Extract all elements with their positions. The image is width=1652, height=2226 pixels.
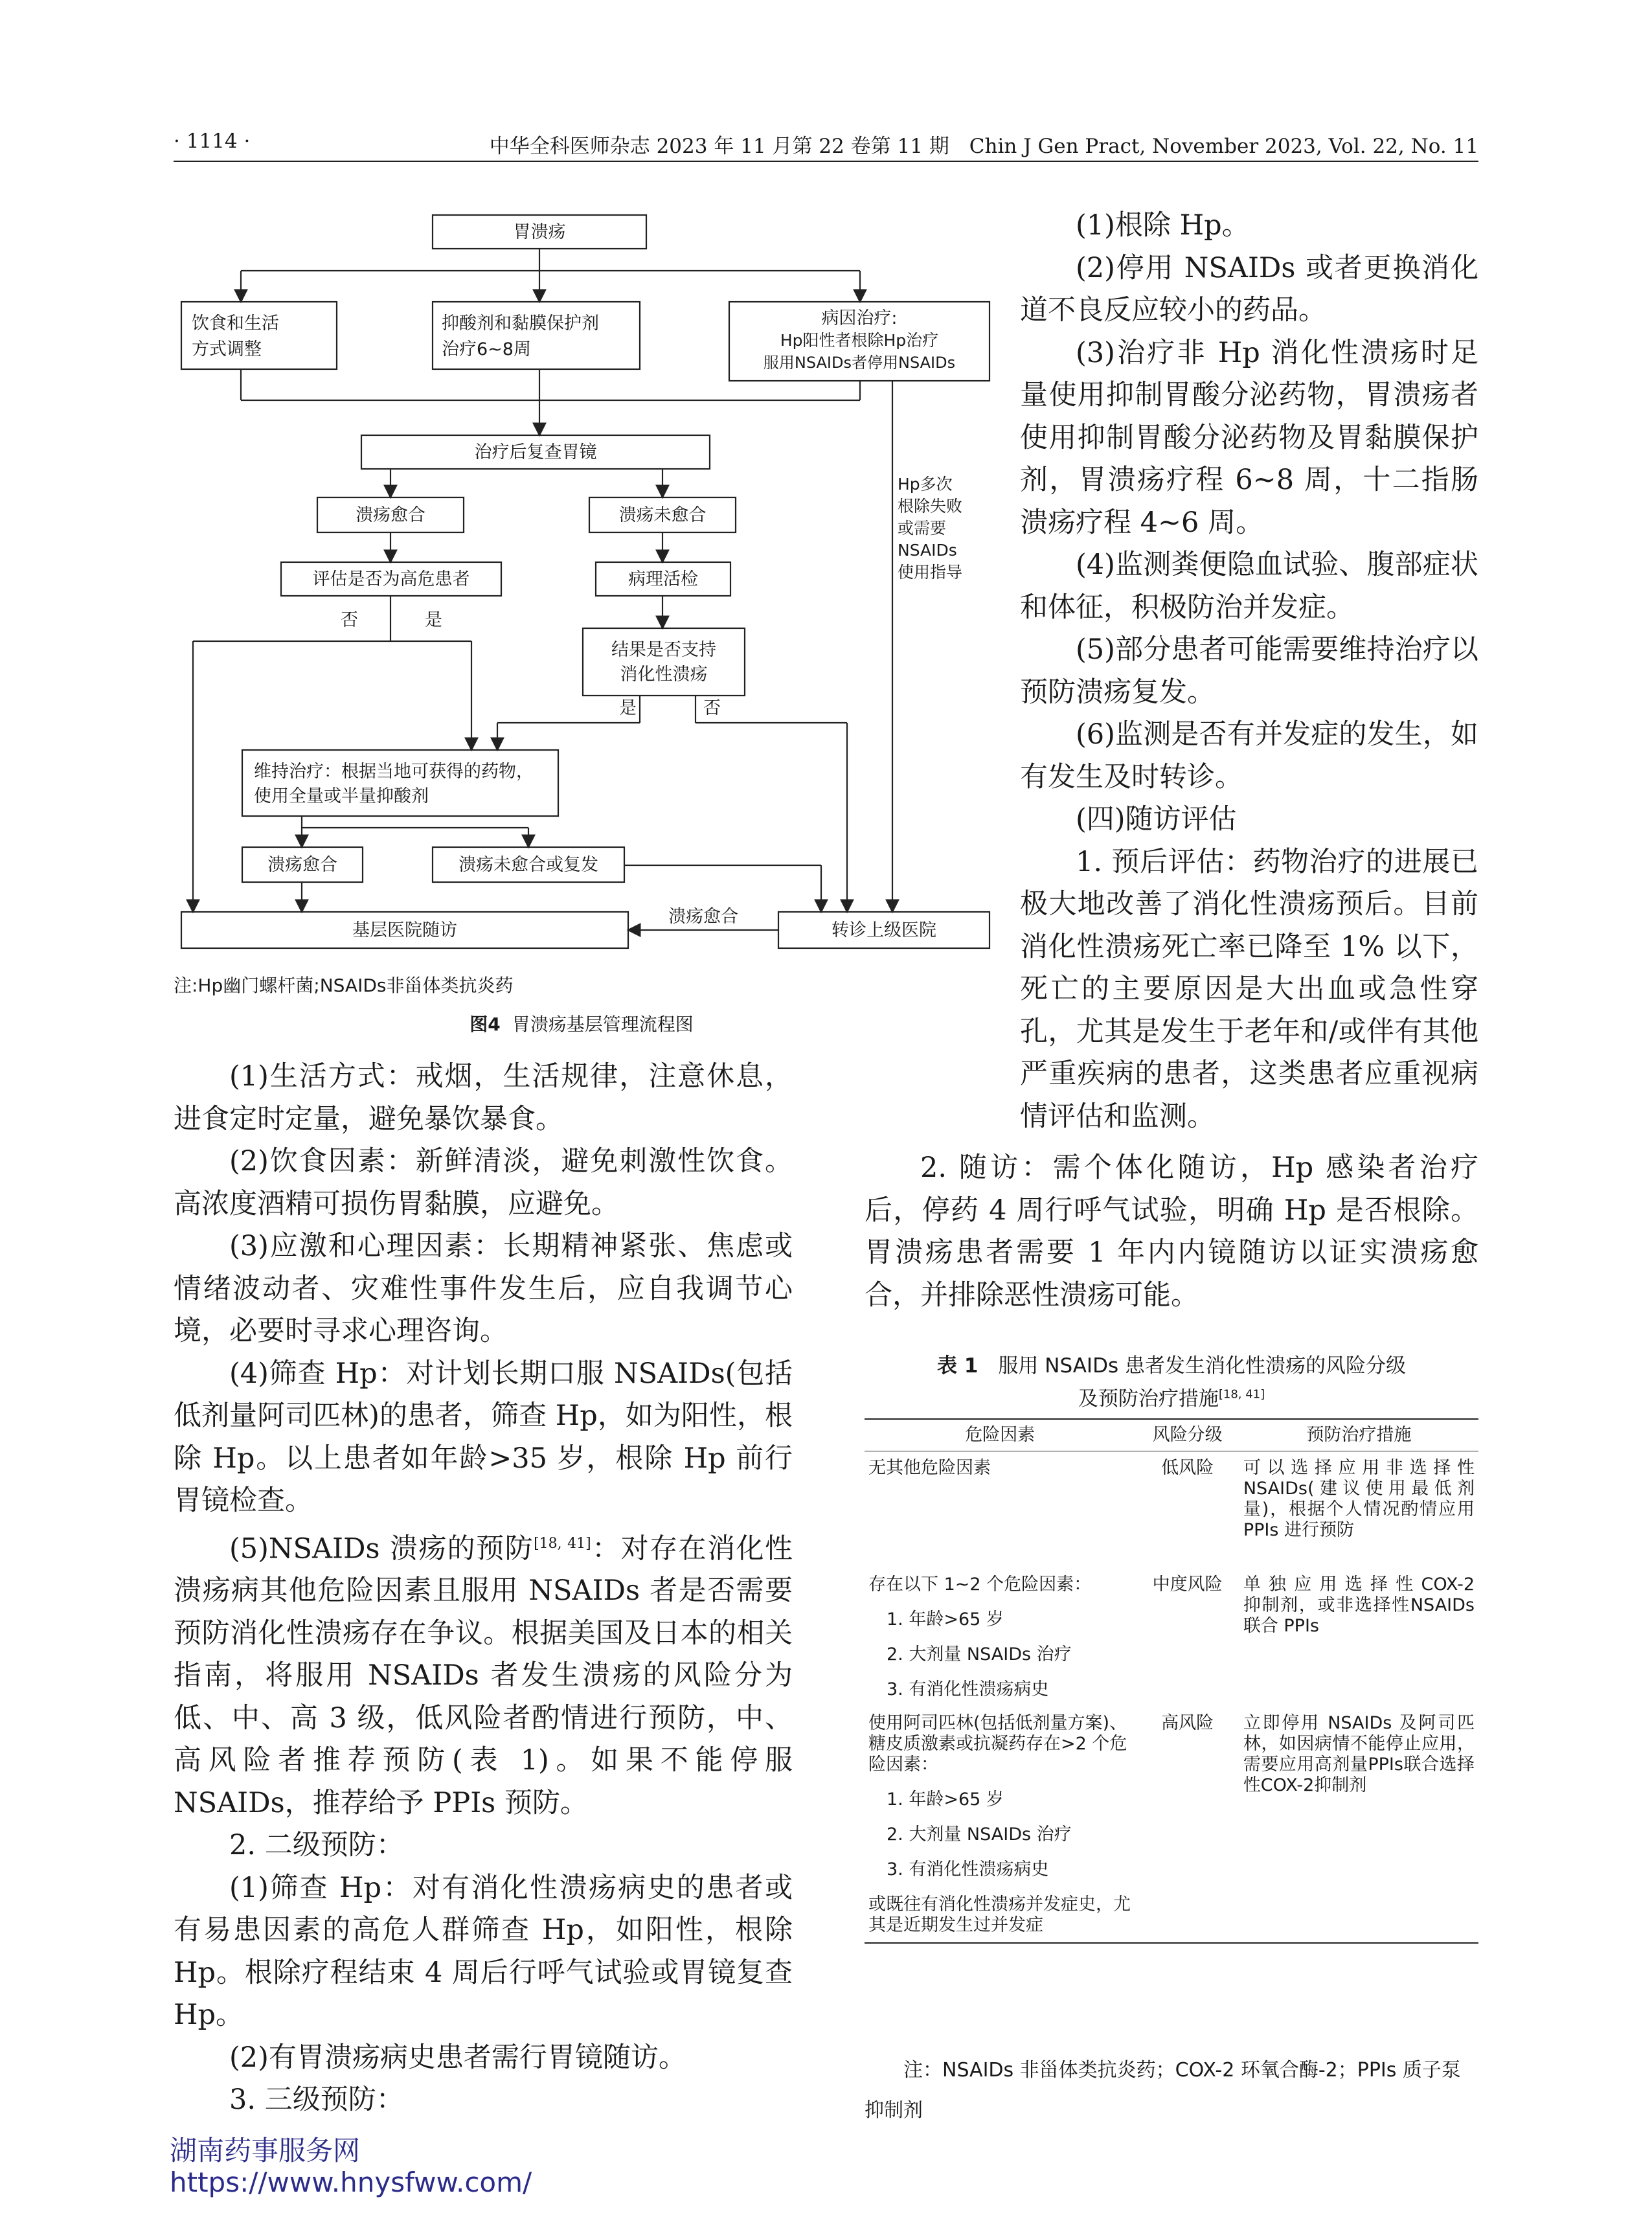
table-caption-text-2: 及预防治疗措施 <box>1078 1387 1219 1411</box>
citation: [18, 41] <box>534 1535 591 1552</box>
right-column-bottom <box>865 1147 1478 1317</box>
flow-maintenance-2: 使用全量或半量抑酸剂 <box>254 786 429 806</box>
flow-biopsy: 病理活检 <box>628 569 698 589</box>
section-heading: (四)随访评估 <box>1076 803 1237 835</box>
watermark-url[interactable]: https://www.hnysfww.com/ <box>170 2166 532 2198</box>
figure-caption <box>174 1010 990 1036</box>
table-cell: 低风险 <box>1161 1458 1214 1478</box>
box-support <box>583 628 745 696</box>
risk-factor-lead: 使用阿司匹林(包括低剂量方案)、糖皮质激素或抗凝药存在>2 个危险因素： <box>868 1712 1127 1775</box>
paragraph: (5)部分患者可能需要维持治疗以预防溃疡复发。 <box>1020 633 1478 709</box>
flow-primary-followup: 基层医院随访 <box>352 920 457 940</box>
risk-table <box>865 1418 1478 1944</box>
flow-healed2: 溃疡愈合 <box>267 855 337 875</box>
flow-referral: 转诊上级医院 <box>832 920 936 940</box>
paragraph: (3)治疗非 Hp 消化性溃疡时足量使用抑制胃酸分泌药物，胃溃疡者使用抑制胃酸分泌药物及胃黏膜保护剂，胃溃疡疗程 6~8 周，十二指肠溃疡疗程 4~6 周。 <box>1020 336 1478 539</box>
ulcer-management-flowchart <box>174 206 996 964</box>
paragraph: (1)筛查 Hp：对有消化性溃疡病史的患者或有易患因素的高危人群筛查 Hp，如阳性，根除 Hp。根除疗程结束 4 周后行呼气试验或胃镜复查 Hp。 <box>174 1871 793 2032</box>
flow-support-2: 消化性溃疡 <box>620 664 708 685</box>
table-caption-line1 <box>865 1349 1478 1378</box>
flow-support-no: 否 <box>703 698 721 718</box>
flow-relapse: 溃疡未愈合或复发 <box>458 855 598 875</box>
table-cell <box>865 1568 1135 1707</box>
risk-factor-item: 2. 大剂量 NSAIDs 治疗 <box>887 1644 1072 1664</box>
journal-header: 中华全科医师杂志 2023 年 11 月第 22 卷第 11 期 Chin J Gen Pract, November 2023, Vol. 22, No. 11 <box>489 135 1478 158</box>
flow-assess-yes: 是 <box>425 610 442 630</box>
flow-hp-guidance-1: Hp多次 <box>898 475 953 494</box>
table-row <box>865 1451 1478 1568</box>
risk-factor-item: 3. 有消化性溃疡病史 <box>887 1859 1049 1880</box>
table-row <box>865 1568 1478 1707</box>
figure-note: 注:Hp幽门螺杆菌;NSAIDs非甾体类抗炎药 <box>174 975 514 996</box>
risk-factor-item: 2. 大剂量 NSAIDs 治疗 <box>887 1824 1072 1845</box>
flow-recheck: 治疗后复查胃镜 <box>474 442 597 462</box>
table-label: 表 1 <box>937 1354 979 1378</box>
table-cell: 立即停用 NSAIDs 及阿司匹林，如因病情不能停止应用，需要应用高剂量PPIs联合选择性COX-2抑制剂 <box>1239 1707 1478 1943</box>
paragraph <box>174 1523 793 1825</box>
paragraph: (2)停用 NSAIDs 或者更换消化道不良反应较小的药品。 <box>1020 251 1478 326</box>
table-cell: 无其他危险因素 <box>868 1458 991 1478</box>
flow-not-healed: 溃疡未愈合 <box>618 505 707 525</box>
section-heading: 3. 三级预防： <box>229 2084 404 2117</box>
flow-maintenance-1: 维持治疗：根据当地可获得的药物， <box>254 762 534 782</box>
flow-acid-1: 抑酸剂和黏膜保护剂 <box>442 313 599 334</box>
flow-hp-guidance-3: 或需要 <box>898 519 947 538</box>
flow-cause-1: 病因治疗: <box>821 308 898 328</box>
watermark-site-name: 湖南药事服务网 <box>170 2135 361 2166</box>
figure-label: 图4 <box>470 1014 501 1035</box>
paragraph: 2. 随访：需个体化随访，Hp 感染者治疗后，停药 4 周行呼气试验，明确 Hp 是否根除。胃溃疡患者需要 1 年内内镜随访以证实溃疡愈合，并排除恶性溃疡可能。 <box>865 1152 1478 1312</box>
flow-cause-2: Hp阳性者根除Hp治疗 <box>780 331 939 350</box>
risk-factor-extra: 或既往有消化性溃疡并发症史，尤其是近期发生过并发症 <box>868 1894 1131 1935</box>
figure-caption-text: 胃溃疡基层管理流程图 <box>512 1014 694 1035</box>
flow-hp-guidance-5: 使用指导 <box>898 563 963 582</box>
risk-factor-item: 1. 年龄>65 岁 <box>887 1609 1004 1630</box>
table-note: 注：NSAIDs 非甾体类抗炎药；COX-2 环氧合酶-2；PPIs 质子泵抑制剂 <box>865 2059 1461 2122</box>
right-column-top <box>1020 205 1478 1138</box>
flow-assess: 评估是否为高危患者 <box>312 569 470 589</box>
table-cell: 单 独 应 用 选 择 性 COX-2 抑制剂，或非选择性NSAIDs联合 PPIs <box>1243 1574 1475 1636</box>
risk-factor-lead: 存在以下 1~2 个危险因素： <box>868 1574 1092 1595</box>
paragraph: (2)饮食因素：新鲜清淡，避免刺激性饮食。高浓度酒精可损伤胃黏膜，应避免。 <box>174 1145 793 1220</box>
table-cell <box>865 1707 1135 1943</box>
flow-acid-2: 治疗6~8周 <box>442 339 531 359</box>
header-rule <box>174 161 1478 162</box>
table-header: 危险因素 <box>865 1419 1135 1451</box>
flow-assess-no: 否 <box>341 610 358 630</box>
flow-healed-arrow-label: 溃疡愈合 <box>668 907 738 927</box>
flow-lifestyle-1: 饮食和生活 <box>192 313 279 334</box>
table-caption-text: 服用 NSAIDs 患者发生消化性溃疡的风险分级 <box>998 1354 1406 1378</box>
flow-healed: 溃疡愈合 <box>356 505 425 525</box>
table-cell: 中度风险 <box>1152 1574 1223 1595</box>
flow-root: 胃溃疡 <box>513 222 566 242</box>
paragraph: (1)根除 Hp。 <box>1076 209 1250 242</box>
flow-cause-3: 服用NSAIDs者停用NSAIDs <box>763 354 956 372</box>
table-header-row <box>865 1419 1478 1451</box>
nsaids-prevention-lead: (5)NSAIDs 溃疡的预防 <box>229 1532 534 1565</box>
citation: [18, 41] <box>1218 1387 1265 1402</box>
risk-factor-item: 1. 年龄>65 岁 <box>887 1789 1004 1810</box>
table-header: 风险分级 <box>1135 1419 1239 1451</box>
left-column <box>174 1056 793 2122</box>
page-number: · 1114 · <box>174 130 251 153</box>
paragraph: (1)生活方式：戒烟，生活规律，注意休息，进食定时定量，避免暴饮暴食。 <box>174 1060 793 1135</box>
paragraph: (3)应激和心理因素：长期精神紧张、焦虑或情绪波动者、灾难性事件发生后，应自我调节心境，必要时寻求心理咨询。 <box>174 1230 793 1347</box>
paragraph: (2)有胃溃疡病史患者需行胃镜随访。 <box>229 2041 686 2074</box>
section-heading: 2. 二级预防： <box>229 1829 404 1862</box>
flow-hp-guidance-4: NSAIDs <box>898 541 957 560</box>
flow-support-yes: 是 <box>619 698 637 718</box>
table-header: 预防治疗措施 <box>1239 1419 1478 1451</box>
paragraph: 1. 预后评估：药物治疗的进展已极大地改善了消化性溃疡预后。目前消化性溃疡死亡率已降至 1% 以下，死亡的主要原因是大出血或急性穿孔，尤其是发生于老年和/或伴有其他严重疾病的患者，这类患者应重视病情评估和监测。 <box>1020 845 1478 1133</box>
paragraph: (4)监测粪便隐血试验、腹部症状和体征，积极防治并发症。 <box>1020 549 1478 624</box>
table-row <box>865 1707 1478 1943</box>
nsaids-prevention-body: ：对存在消化性溃疡病其他危险因素且服用 NSAIDs 者是否需要预防消化性溃疡存在争议。根据美国及日本的相关指南，将服用 NSAIDs 者发生溃疡的风险分为低、中、高 3 级，低风险者酌情进行预防，中、高风险者推荐预防(表 1)。如果不能停服 NSAIDs，推荐给予 PPIs 预防。 <box>174 1532 793 1819</box>
risk-factor-item: 3. 有消化性溃疡病史 <box>887 1679 1049 1699</box>
flow-lifestyle-2: 方式调整 <box>192 339 262 359</box>
paragraph: (4)筛查 Hp：对计划长期口服 NSAIDs(包括低剂量阿司匹林)的患者，筛查 Hp，如为阳性，根除 Hp。以上患者如年龄>35 岁，根除 Hp 前行胃镜检查。 <box>174 1357 793 1517</box>
flow-hp-guidance-2: 根除失败 <box>898 497 963 516</box>
table-cell: 可以选择应用非选择性 NSAIDs(建议使用最低剂量)，根据个人情况酌情应用 PPIs 进行预防 <box>1243 1458 1475 1540</box>
table-caption-line2 <box>865 1382 1478 1411</box>
flow-support-1: 结果是否支持 <box>611 640 716 660</box>
paragraph: (6)监测是否有并发症的发生，如有发生及时转诊。 <box>1020 718 1478 793</box>
table-cell: 高风险 <box>1135 1707 1239 1943</box>
